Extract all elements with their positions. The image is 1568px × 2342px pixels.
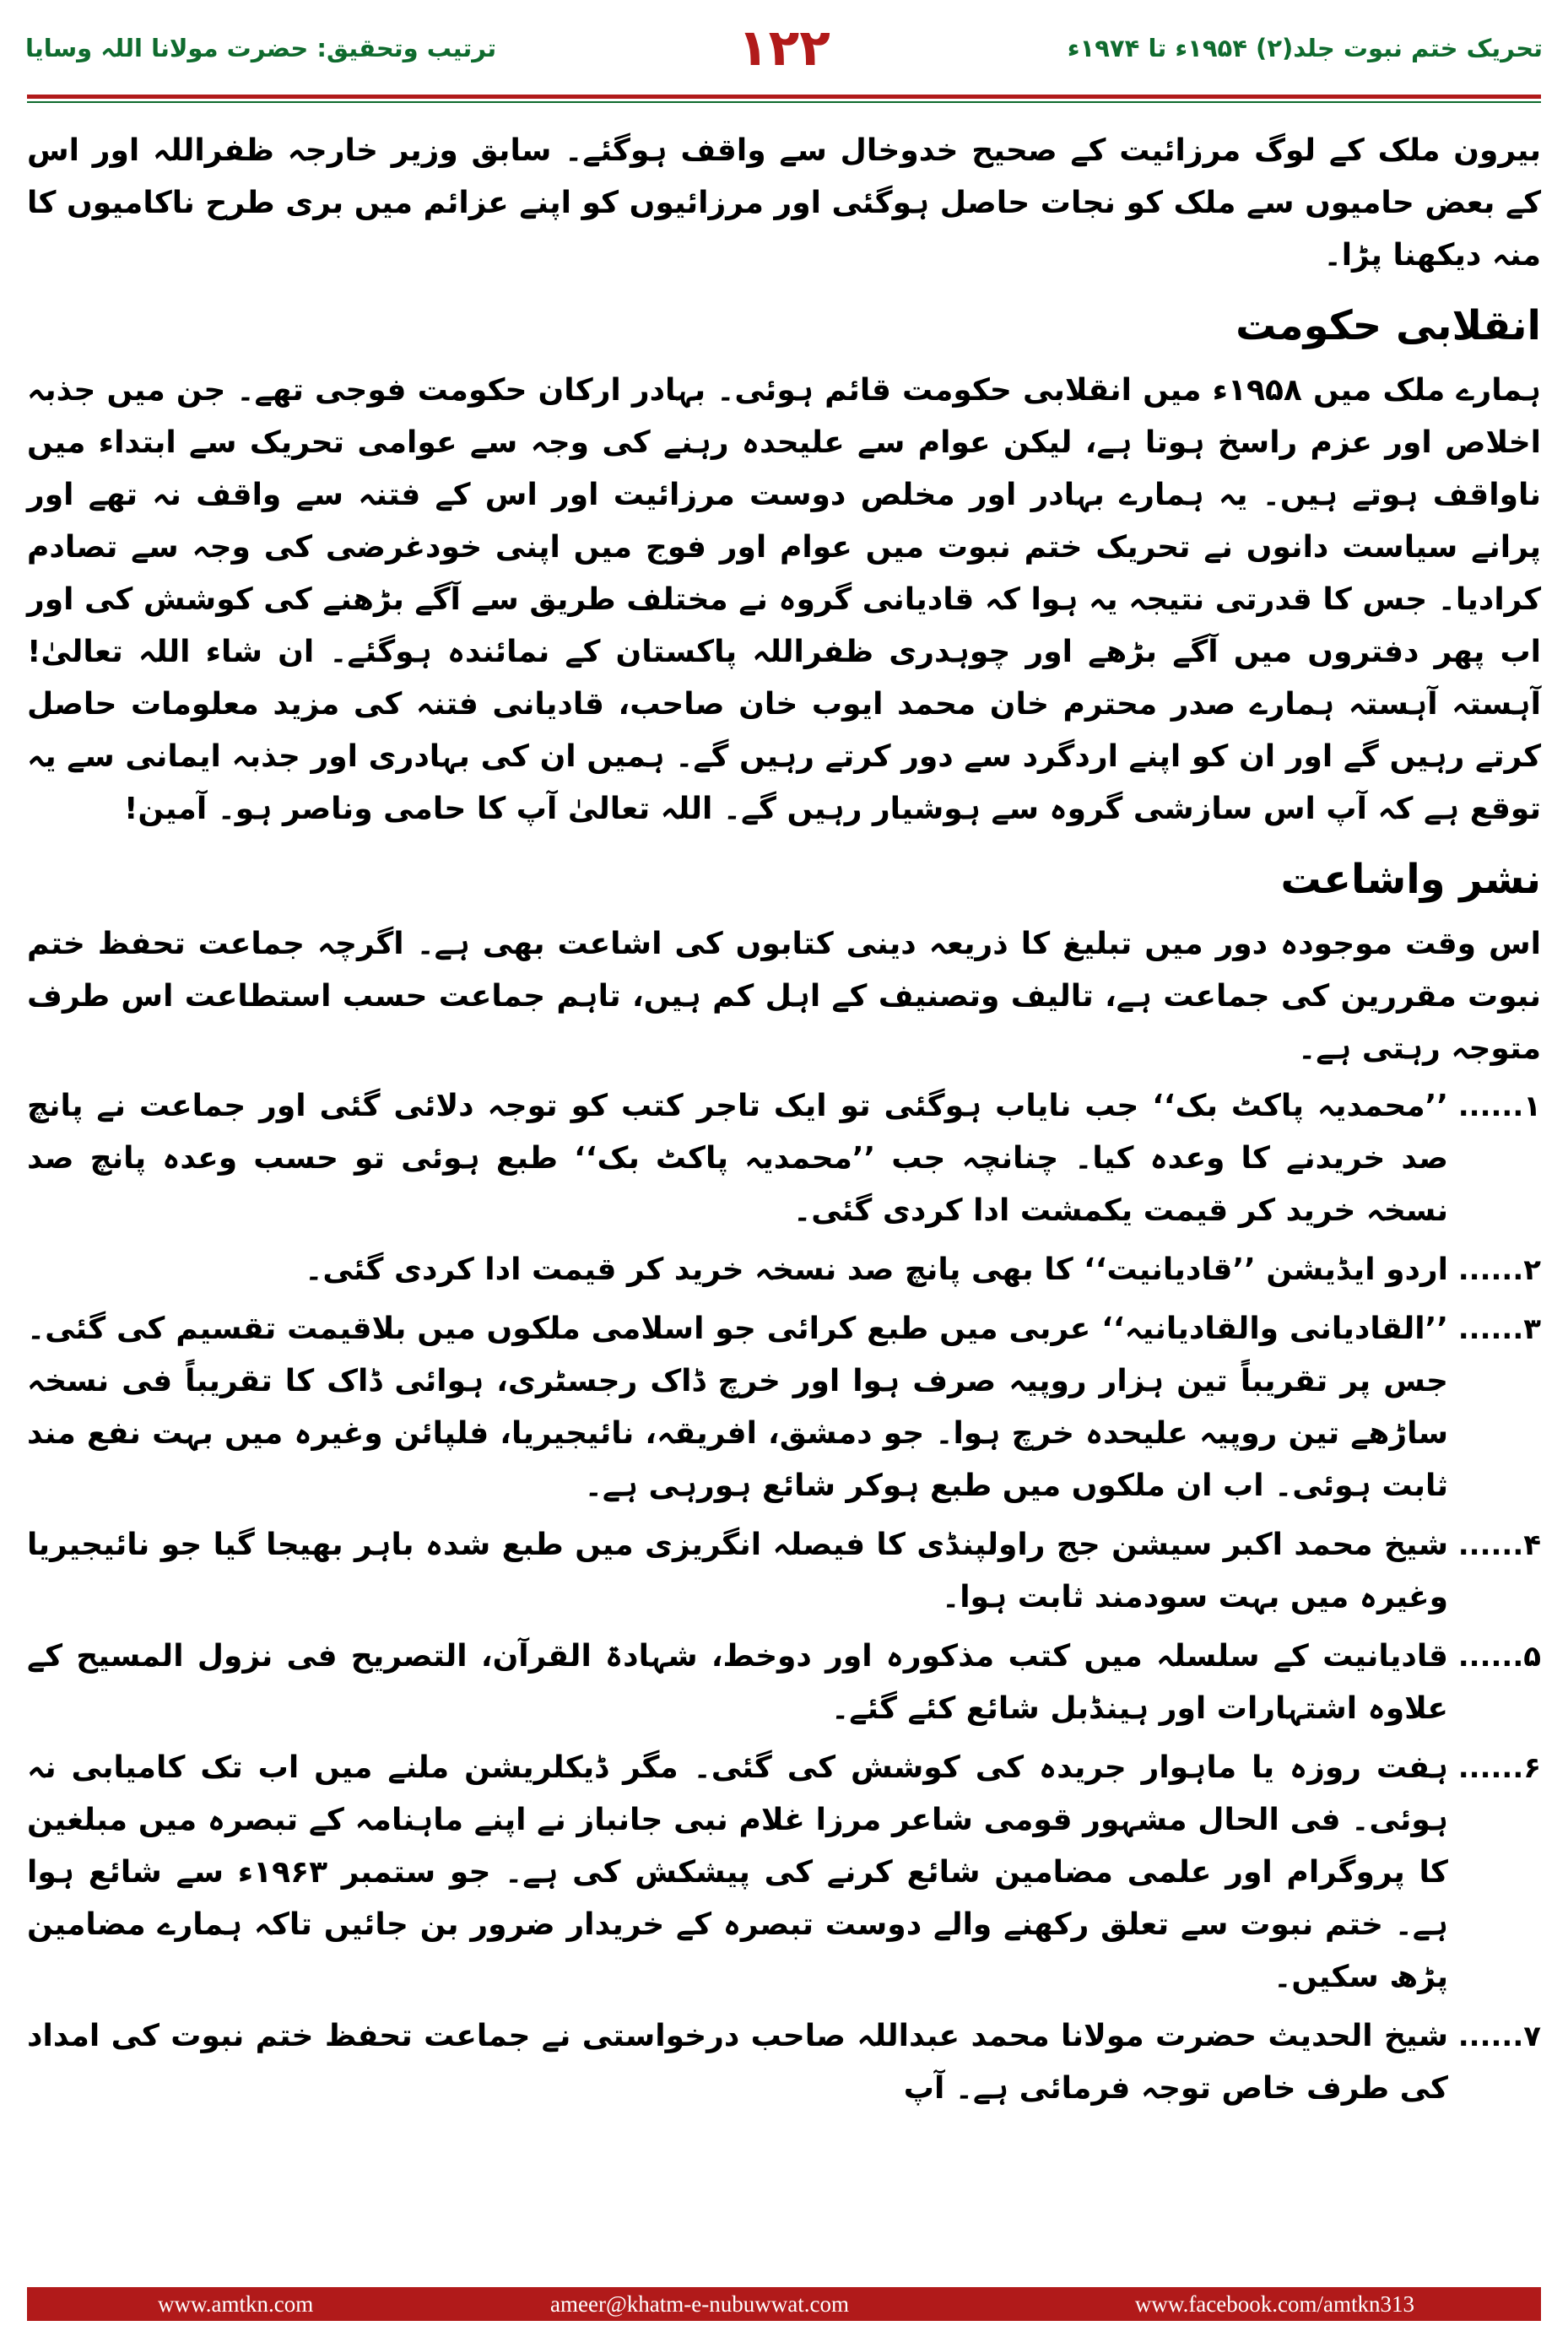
page-content — [27, 125, 1541, 2122]
header-book-title: تحریک ختم نبوت جلد(۲) ۱۹۵۴ء تا ۱۹۷۴ء — [1067, 34, 1543, 62]
footer-facebook-link[interactable]: www.facebook.com/amtkn313 — [1134, 2291, 1414, 2317]
page-header — [0, 0, 1568, 100]
list-item — [27, 1244, 1541, 1296]
section-paragraph-revolutionary-government: ہمارے ملک میں ۱۹۵۸ء میں انقلابی حکومت قائم ہوئی۔ بہادر ارکان حکومت فوجی تھے۔ جن میں جذبہ اخلاص اور عزم راسخ ہوتا ہے، لیکن عوام سے علیحدہ رہنے کی وجہ سے عوامی تحریک سے ابتداء میں ناواقف ہوتے ہیں۔ یہ ہمارے بہادر اور مخلص دوست مرزائیت اور اس کے فتنہ سے واقف نہ تھے اور پرانے سیاست دانوں نے تحریک ختم نبوت میں عوام اور فوج میں اپنی خودغرضی کی وجہ سے تصادم کرادیا۔ جس کا قدرتی نتیجہ یہ ہوا کہ قادیانی گروہ نے مختلف طریق سے آگے بڑھنے کی کوشش کی اور اب پھر دفتروں میں آگے بڑھے اور چوہدری ظفراللہ پاکستان کے نمائندہ ہوگئے۔ ان شاء اللہ تعالیٰ! آہستہ آہستہ ہمارے صدر محترم خان محمد ایوب خان صاحب، قادیانی فتنہ کی مزید معلومات حاصل کرتے رہیں گے اور ان کو اپنے اردگرد سے دور کرتے رہیں گے۔ ہمیں ان کی بہادری اور جذبہ ایمانی سے یہ توقع ہے کہ آپ اس سازشی گروہ سے ہوشیار رہیں گے۔ اللہ تعالیٰ آپ کا حامی وناصر ہو۔ آمین! — [27, 373, 1542, 826]
list-item-number: ۷...... — [1457, 2020, 1541, 2053]
footer-email-link[interactable]: ameer@khatm-e-nubuwwat.com — [550, 2291, 849, 2317]
section-paragraph-publication: اس وقت موجودہ دور میں تبلیغ کا ذریعہ دینی کتابوں کی اشاعت بھی ہے۔ اگرچہ جماعت تحفظ ختم نبوت مقررین کی جماعت ہے، تالیف وتصنیف کے اہل کم ہیں، تاہم جماعت حسب استطاعت اس طرف متوجہ رہتی ہے۔ — [27, 927, 1541, 1066]
list-item-text: شیخ محمد اکبر سیشن جج راولپنڈی کا فیصلہ انگریزی میں طبع شدہ باہر بھیجا گیا جو نائیجیریا وغیرہ میں بہت سودمند ثابت ہوا۔ — [27, 1528, 1448, 1615]
intro-paragraph: بیرون ملک کے لوگ مرزائیت کے صحیح خدوخال سے واقف ہوگئے۔ سابق وزیر خارجہ ظفراللہ اور اس کے بعض حامیوں سے ملک کو نجات حاصل ہوگئی اور مرزائیوں کو اپنے عزائم میں بری طرح ناکامیوں کا منہ دیکھنا پڑا۔ — [27, 133, 1541, 273]
list-item — [27, 1742, 1541, 2004]
list-item-number: ۳...... — [1457, 1312, 1541, 1346]
list-item-text: ’’محمدیہ پاکٹ بک‘‘ جب نایاب ہوگئی تو ایک تاجر کتب کو توجہ دلائی گئی اور جماعت نے پانچ صد خریدنے کا وعدہ کیا۔ چنانچہ جب ’’محمدیہ پاکٹ بک‘‘ طبع ہوئی تو حسب وعدہ پانچ صد نسخہ خرید کر قیمت یکمشت ادا کردی گئی۔ — [27, 1089, 1448, 1228]
list-item-text: قادیانیت کے سلسلہ میں کتب مذکورہ اور دوخط، شہادۃ القرآن، التصریح فی نزول المسیح کے علاوہ اشتہارات اور ہینڈبل شائع کئے گئے۔ — [27, 1639, 1448, 1726]
list-item-number: ۵...... — [1457, 1640, 1541, 1674]
list-item — [27, 1080, 1541, 1237]
section-heading-publication: نشر واشاعت — [1280, 856, 1541, 903]
list-item — [27, 1303, 1541, 1512]
list-item — [27, 2010, 1541, 2115]
list-item-text: شیخ الحدیث حضرت مولانا محمد عبداللہ صاحب درخواستی نے جماعت تحفظ ختم نبوت کی امداد کی طرف خاص توجہ فرمائی ہے۔ آپ — [27, 2019, 1448, 2106]
list-item-number: ۶...... — [1457, 1751, 1541, 1785]
list-item-text: اردو ایڈیشن ’’قادیانیت‘‘ کا بھی پانچ صد نسخہ خرید کر قیمت ادا کردی گئی۔ — [305, 1252, 1448, 1287]
section-heading-revolutionary-government: انقلابی حکومت — [1235, 302, 1541, 349]
list-item-text: ’’القادیانی والقادیانیہ‘‘ عربی میں طبع کرائی جو اسلامی ملکوں میں بلاقیمت تقسیم کی گئی۔ جس پر تقریباً تین ہزار روپیہ صرف ہوا اور خرچ ڈاک رجسٹری، ہوائی ڈاک کا تقریباً فی نسخہ ساڑھے تین روپیہ علیحدہ خرچ ہوا۔ جو دمشق، افریقہ، نائیجیریا، فلپائن وغیرہ میں بہت نفع مند ثابت ہوئی۔ اب ان ملکوں میں طبع ہوکر شائع ہورہی ہے۔ — [27, 1312, 1448, 1503]
header-divider-green — [27, 101, 1541, 103]
header-divider-red — [27, 95, 1541, 99]
list-item-number: ۲...... — [1457, 1253, 1541, 1287]
list-item-number: ۴...... — [1457, 1528, 1541, 1562]
footer-website-link[interactable]: www.amtkn.com — [158, 2291, 314, 2317]
list-item — [27, 1631, 1541, 1735]
header-compiler-credit: ترتیب وتحقیق: حضرت مولانا اللہ وسایا — [25, 34, 497, 62]
list-item — [27, 1519, 1541, 1624]
list-item-number: ۱...... — [1457, 1090, 1541, 1123]
page-footer — [27, 2287, 1541, 2321]
page-number: ۱۲۲ — [738, 19, 830, 78]
list-item-text: ہفت روزہ یا ماہوار جریدہ کی کوشش کی گئی۔ مگر ڈیکلریشن ملنے میں اب تک کامیابی نہ ہوئی۔ فی الحال مشہور قومی شاعر مرزا غلام نبی جانباز نے اپنے ماہنامہ کے تبصرہ میں مبلغین کا پروگرام اور علمی مضامین شائع کرنے کی پیشکش کی ہے۔ جو ستمبر ۱۹۶۳ء سے شائع ہوا ہے۔ ختم نبوت سے تعلق رکھنے والے دوست تبصرہ کے خریدار ضرور بن جائیں تاکہ ہمارے مضامین پڑھ سکیں۔ — [27, 1750, 1448, 1994]
